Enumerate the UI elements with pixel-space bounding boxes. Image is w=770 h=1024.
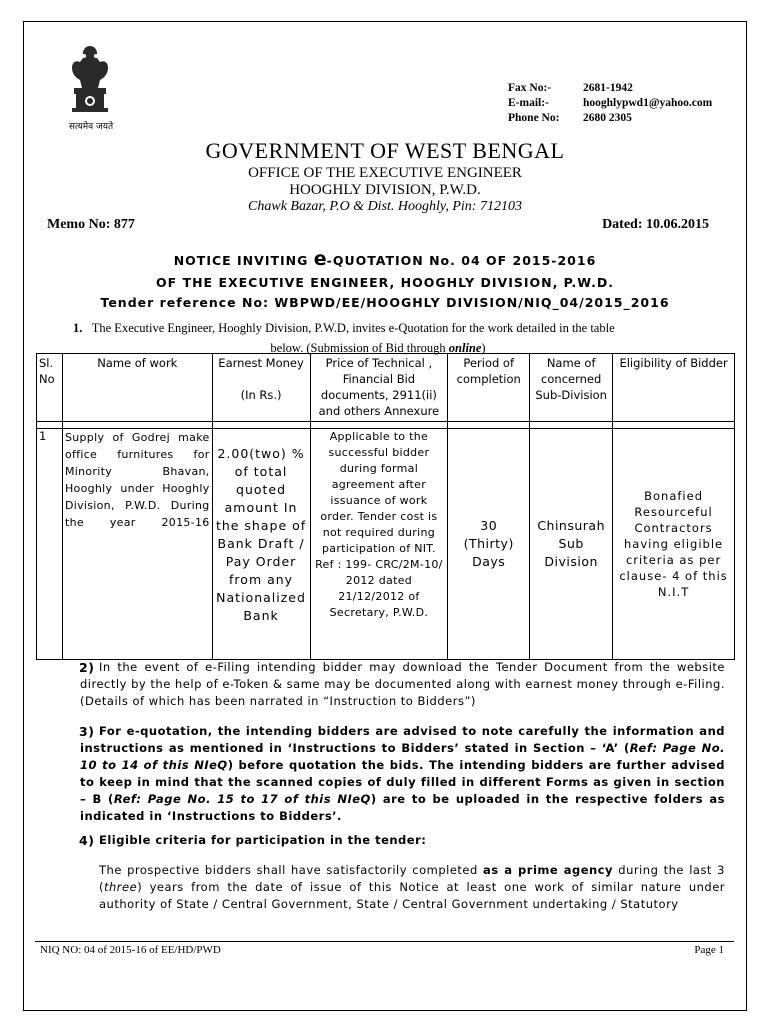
paragraph-5: The prospective bidders shall have satisfactorily completed as a prime agency during the last 3 (three) years from the date of issue of this Notice at least one work of similar nature under authority of State / Central Government, State / Central Government undertaking / Statutory bbox=[99, 863, 725, 911]
email-label: E-mail:- bbox=[508, 97, 549, 109]
header-subdivision: Name of concerned Sub-Division bbox=[530, 354, 613, 422]
header-sl: Sl. No bbox=[37, 354, 63, 422]
cell-eligibility: Bonafied Resourceful Contractors having eligible criteria as per clause- 4 of this N.I.T bbox=[613, 429, 735, 660]
paragraph-3: 3) For e-quotation, the intending bidders are advised to note carefully the information and instructions as mentioned in ‘Instructions to Bidders’ stated in Section – ‘A’ (Ref: Page No. 10 to 14 of this NIeQ) before quotation the bids. The intending bidders are further advised to keep in mind that the scanned copies of duly filled in different Forms as given in section – B (Ref: Page No. 15 to 17 of this NIeQ) are to be uploaded in the respective folders as indicated in ‘Instructions to Bidders’. bbox=[79, 724, 726, 823]
contact-block bbox=[508, 81, 712, 126]
paragraph-2: 2) In the event of e-Filing intending bidder may download the Tender Document from the website directly by the help of e-Token & same may be documented along with earnest money through e-Filing. (Details of which has been narrated in “Instruction to Bidders”) bbox=[79, 660, 725, 708]
cell-work: Supply of Godrej make office furnitures for Minority Bhavan, Hooghly under Hooghly Division, P.W.D. During the year 2015-16 bbox=[62, 429, 212, 660]
phone-label: Phone No: bbox=[508, 112, 560, 124]
emblem-motto: सत्यमेव जयते bbox=[68, 122, 114, 132]
page-number: Page 1 bbox=[694, 944, 724, 956]
cell-subdivision: Chinsurah Sub Division bbox=[530, 429, 613, 660]
header-price: Price of Technical , Financial Bid documents, 2911(ii) and others Annexure bbox=[310, 354, 448, 422]
cell-money: 2.00(two) % of total quoted amount In the shape of Bank Draft / Pay Order from any Nationalized Bank bbox=[212, 429, 310, 660]
notice-heading: NOTICE INVITING e-QUOTATION No. 04 OF 2015-2016 bbox=[173, 248, 597, 270]
paragraph-1: 1. The Executive Engineer, Hooghly Division, P.W.D, invites e-Quotation for the work detailed in the table below. (Submission of Bid through online) bbox=[73, 321, 615, 355]
division-title: HOOGHLY DIVISION, P.W.D. bbox=[289, 182, 481, 198]
office-title: OFFICE OF THE EXECUTIVE ENGINEER bbox=[248, 165, 522, 181]
footer-reference: NIQ NO: 04 of 2015-16 of EE/HD/PWD bbox=[40, 944, 221, 956]
phone-value: 2680 2305 bbox=[583, 112, 632, 124]
memo-date: Dated: 10.06.2015 bbox=[602, 217, 709, 232]
office-address: Chawk Bazar, P.O & Dist. Hooghly, Pin: 712103 bbox=[248, 199, 522, 214]
footer-divider bbox=[35, 941, 734, 942]
works-table bbox=[36, 353, 735, 660]
table-header-row bbox=[37, 354, 735, 422]
tender-reference: Tender reference No: WBPWD/EE/HOOGHLY DIVISION/NIQ_04/2015_2016 bbox=[100, 295, 670, 310]
header-money: Earnest Money (In Rs.) bbox=[212, 354, 310, 422]
cell-price: Applicable to the successful bidder during formal agreement after issuance of work order. Tender cost is not required during participation of NIT. Ref : 199- CRC/2M-10/ 2012 dated 21/12/2012 of Secretary, P.W.D. bbox=[310, 429, 448, 660]
memo-number: Memo No: 877 bbox=[47, 217, 135, 232]
cell-period: 30 (Thirty) Days bbox=[448, 429, 530, 660]
header-period: Period of completion bbox=[448, 354, 530, 422]
fax-label: Fax No:- bbox=[508, 82, 552, 94]
fax-value: 2681-1942 bbox=[583, 82, 633, 94]
header-work: Name of work bbox=[62, 354, 212, 422]
table-row bbox=[37, 429, 735, 660]
notice-issuer: OF THE EXECUTIVE ENGINEER, HOOGHLY DIVISION, P.W.D. bbox=[156, 275, 614, 290]
paragraph-4-heading: 4) Eligible criteria for participation in the tender: bbox=[79, 833, 427, 848]
header-eligibility: Eligibility of Bidder bbox=[613, 354, 735, 422]
government-title: GOVERNMENT OF WEST BENGAL bbox=[205, 138, 565, 163]
email-value: hooghlypwd1@yahoo.com bbox=[583, 97, 713, 109]
cell-sl: 1 bbox=[37, 429, 63, 660]
